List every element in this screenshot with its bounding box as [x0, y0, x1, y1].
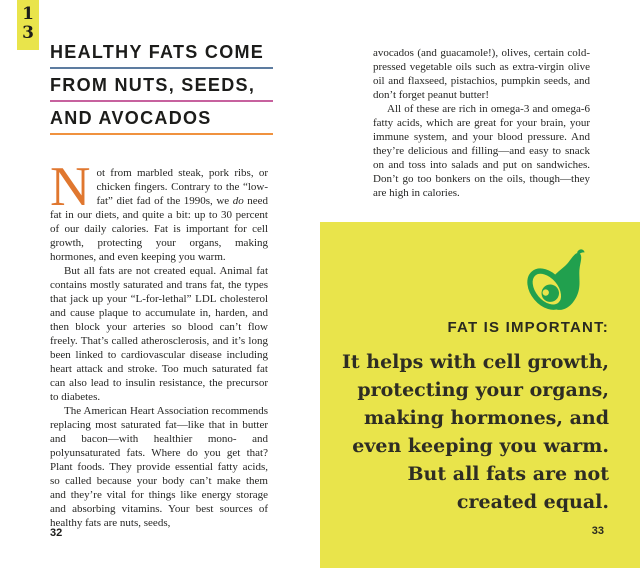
quote-line: But all fats are not	[407, 463, 609, 485]
paragraph-1	[50, 156, 269, 264]
avocado-icon	[520, 242, 598, 318]
quote-line: protecting your organs,	[357, 379, 609, 401]
callout-quote	[330, 348, 609, 516]
title-line-3: AND AVOCADOS	[50, 108, 273, 135]
paragraph-1-text: ot from marbled steak, pork ribs, or chicken fingers. Contrary to the “low-fat” diet fad of the 1990s, we	[96, 167, 268, 207]
paragraph-4: avocados (and guacamole!), olives, certain cold-pressed vegetable oils such as extra-virgin olive oil and flaxseed, pistachios, pumpkin seeds, and don’t forget peanut butter!	[373, 47, 590, 101]
left-page-body-text	[50, 156, 269, 530]
paragraph-5: All of these are rich in omega-3 and omega-6 fatty acids, which are great for your brain, your immune system, and your blood pressure. And they’re delicious and filling—and easy to snack on and toss into salads and put on sandwiches. Don’t go too bonkers on the oils, though—they are high in calories.	[373, 103, 590, 199]
title-line-2: FROM NUTS, SEEDS,	[50, 75, 273, 102]
page-number-right: 33	[591, 525, 604, 537]
paragraph-1-italic: do	[232, 195, 244, 207]
chapter-number-badge	[17, 0, 39, 50]
quote-line: It helps with cell growth,	[341, 351, 609, 373]
paragraph-1-text-end: need fat in our diets, and quite a bit: up to 30 percent of our daily calories. Fat is important for cell growth, protecting your organs, making hormones, and even keeping you warm.	[50, 195, 269, 263]
drop-cap: N	[50, 156, 91, 218]
quote-line: even keeping you warm.	[352, 435, 609, 457]
right-page-body-text	[373, 46, 590, 200]
paragraph-2: But all fats are not created equal. Animal fat contains mostly saturated and trans fat, the types that jack up your “L-for-lethal” LDL cholesterol and cause plaque to accumulate in, harden, and then block your arteries so blood can’t flow freely. That’s called atherosclerosis, and it’s long been linked to cardiovascular disease including heart attack and stroke. Too much saturated fat can also lead to insulin resistance, the precursor to diabetes.	[50, 265, 268, 403]
quote-line: making hormones, and	[363, 407, 609, 429]
chapter-digit-top: 1	[22, 4, 34, 24]
quote-line: created equal.	[456, 491, 609, 513]
callout-heading: FAT IS IMPORTANT:	[447, 319, 609, 336]
page-title	[50, 42, 273, 141]
title-line-1: HEALTHY FATS COME	[50, 42, 273, 69]
paragraph-3: The American Heart Association recommends replacing most saturated fat—like that in butter and bacon—with healthier mono- and polyunsaturated fats. Where do you get that? Plant foods. They provide essential fatty acids, so called because your body can’t make them and they’re vital for things like energy storage and absorbing vitamins. Your best sources of healthy fats are nuts, seeds,	[50, 405, 268, 529]
callout-panel	[320, 222, 640, 568]
chapter-digit-bottom: 3	[22, 23, 34, 43]
page-number-left: 32	[50, 527, 63, 539]
